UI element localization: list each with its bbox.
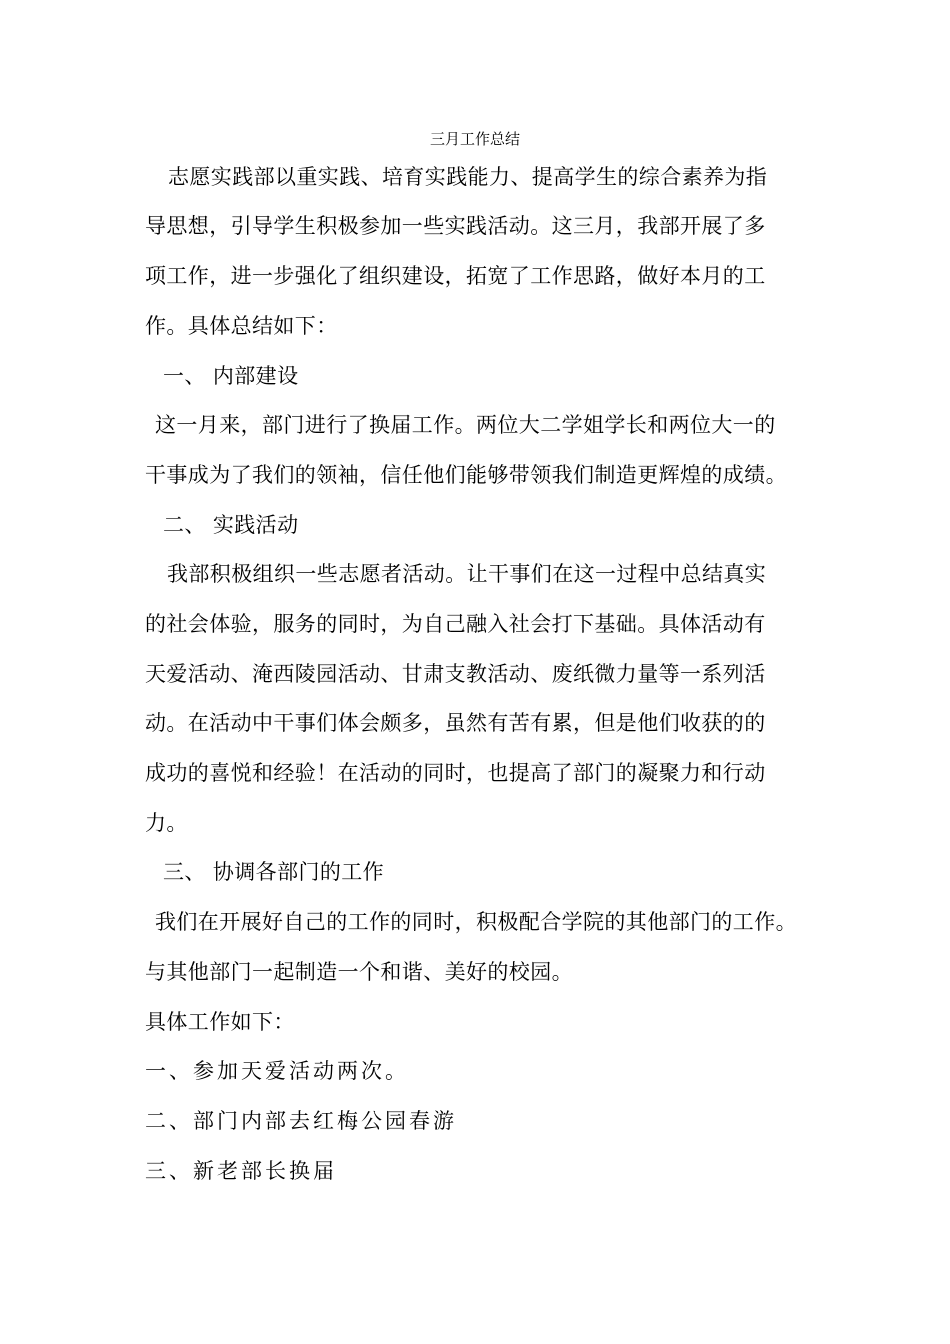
- details-item: 一、参加天爱活动两次。: [145, 1059, 409, 1083]
- intro-line: 作。具体总结如下：: [145, 314, 338, 338]
- section-line: 力。: [145, 811, 188, 835]
- section-line: 天爱活动、淹西陵园活动、甘肃支教活动、废纸微力量等一系列活: [145, 662, 766, 686]
- section-line: 成功的喜悦和经验！在活动的同时，也提高了部门的凝聚力和行动: [145, 761, 766, 785]
- details-item: 三、新老部长换届: [145, 1159, 337, 1183]
- section-line: 与其他部门一起制造一个和谐、美好的校园。: [145, 960, 573, 984]
- section-heading-coordination: 三、 协调各部门的工作: [163, 860, 385, 884]
- section-line: 我部积极组织一些志愿者活动。让干事们在这一过程中总结真实: [167, 562, 767, 586]
- intro-line: 志愿实践部以重实践、培育实践能力、提高学生的综合素养为指: [168, 165, 768, 189]
- details-heading: 具体工作如下：: [145, 1010, 295, 1034]
- section-heading-internal: 一、 内部建设: [163, 364, 299, 388]
- document-title: 三月工作总结: [429, 130, 520, 148]
- intro-line: 项工作，进一步强化了组织建设，拓宽了工作思路，做好本月的工: [145, 264, 766, 288]
- section-line: 的社会体验，服务的同时，为自己融入社会打下基础。具体活动有: [145, 612, 766, 636]
- section-line: 动。在活动中干事们体会颇多，虽然有苦有累，但是他们收获的的: [145, 711, 766, 735]
- section-line: 这一月来，部门进行了换届工作。两位大二学姐学长和两位大一的: [155, 413, 776, 437]
- section-heading-practice: 二、 实践活动: [163, 513, 299, 537]
- section-line: 干事成为了我们的领袖，信任他们能够带领我们制造更辉煌的成绩。: [145, 463, 787, 487]
- intro-line: 导思想，引导学生积极参加一些实践活动。这三月，我部开展了多: [145, 214, 766, 238]
- details-item: 二、部门内部去红梅公园春游: [145, 1109, 457, 1133]
- section-line: 我们在开展好自己的工作的同时，积极配合学院的其他部门的工作。: [155, 910, 797, 934]
